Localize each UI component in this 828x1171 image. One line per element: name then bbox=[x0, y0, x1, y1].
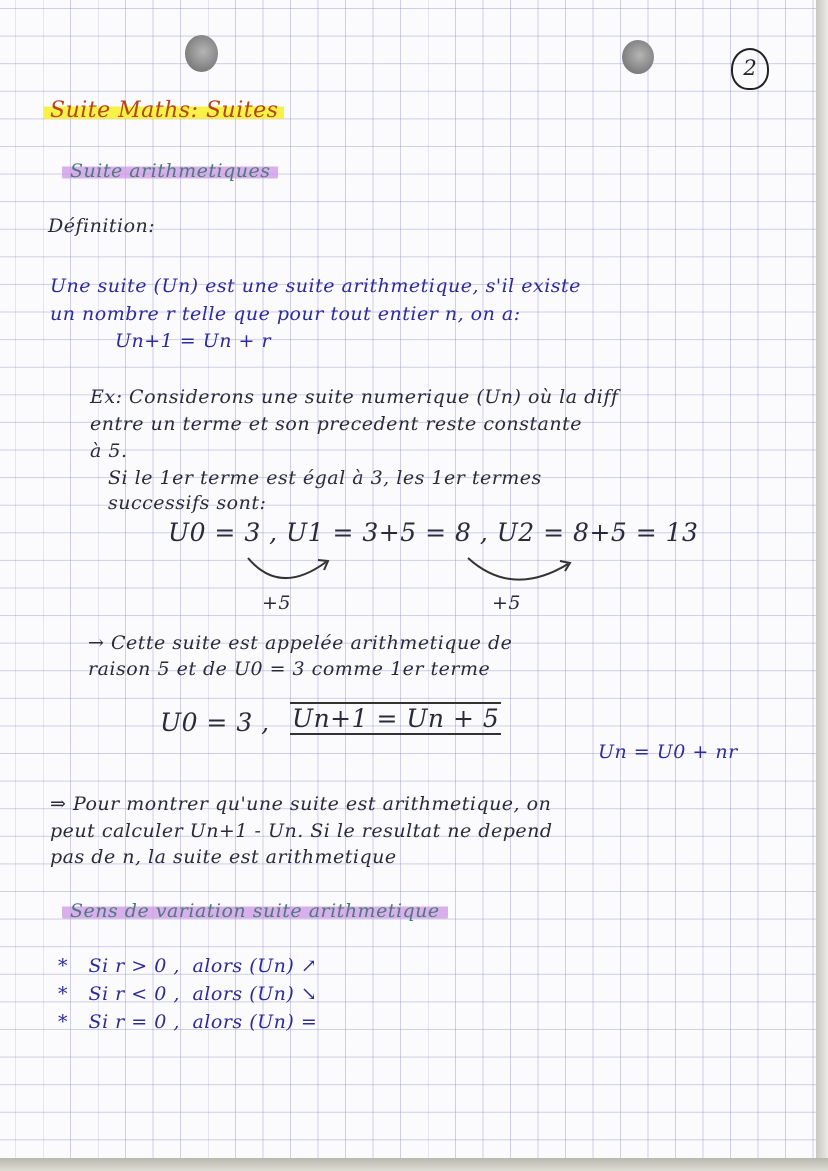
example-line-3: à 5. bbox=[90, 440, 128, 462]
variation-item-2: * Si r < 0 , alors (Un) ↘ bbox=[58, 983, 318, 1005]
recurrence-formula: Un+1 = Un + 5 bbox=[292, 704, 500, 733]
conclusion-line-2: raison 5 et de U0 = 3 comme 1er terme bbox=[88, 658, 491, 680]
general-formula: Un = U0 + nr bbox=[598, 741, 738, 763]
arrow-plus5-icon-2 bbox=[462, 552, 582, 592]
section-heading: Suite arithmetiques bbox=[62, 160, 278, 182]
recurrence-formula-box bbox=[290, 704, 501, 733]
bullet-icon: * bbox=[58, 955, 68, 977]
conclusion-line-1: → Cette suite est appelée arithmetique de bbox=[88, 632, 513, 654]
example-line-4: Si le 1er terme est égal à 3, les 1er termes bbox=[108, 467, 542, 489]
definition-formula: Un+1 = Un + r bbox=[115, 330, 272, 352]
variation-item-3: * Si r = 0 , alors (Un) = bbox=[58, 1011, 318, 1033]
u0-formula: U0 = 3 , bbox=[160, 708, 270, 737]
arrow-label-1: +5 bbox=[262, 592, 292, 614]
method-line-3: pas de n, la suite est arithmetique bbox=[50, 846, 397, 868]
definition-line-2: un nombre r telle que pour tout entier n, on a: bbox=[50, 303, 521, 325]
definition-line-1: Une suite (Un) est une suite arithmetique, s'il existe bbox=[50, 275, 581, 297]
variation-heading: Sens de variation suite arithmetique bbox=[62, 900, 448, 922]
definition-label: Définition: bbox=[48, 215, 156, 237]
page-edge-right bbox=[816, 0, 828, 1171]
variation-item-1: * Si r > 0 , alors (Un) ↗ bbox=[58, 955, 318, 977]
page-number: 2 bbox=[731, 48, 769, 90]
binder-hole-left bbox=[185, 35, 218, 72]
arrow-plus5-icon-1 bbox=[240, 552, 340, 592]
example-terms: U0 = 3 , U1 = 3+5 = 8 , U2 = 8+5 = 13 bbox=[168, 518, 699, 547]
bullet-icon: * bbox=[58, 1011, 68, 1033]
bullet-icon: * bbox=[58, 983, 68, 1005]
example-line-2: entre un terme et son precedent reste constante bbox=[90, 413, 582, 435]
method-line-2: peut calculer Un+1 - Un. Si le resultat ne depend bbox=[50, 820, 553, 842]
method-line-1: ⇒ Pour montrer qu'une suite est arithmetique, on bbox=[50, 793, 552, 815]
binder-hole-right bbox=[622, 40, 654, 74]
page-edge-bottom bbox=[0, 1158, 828, 1171]
arrow-label-2: +5 bbox=[492, 592, 522, 614]
page-title: Suite Maths: Suites bbox=[44, 98, 284, 123]
example-line-5: successifs sont: bbox=[108, 492, 267, 514]
example-line-1: Ex: Considerons une suite numerique (Un) où la diff bbox=[90, 386, 619, 408]
